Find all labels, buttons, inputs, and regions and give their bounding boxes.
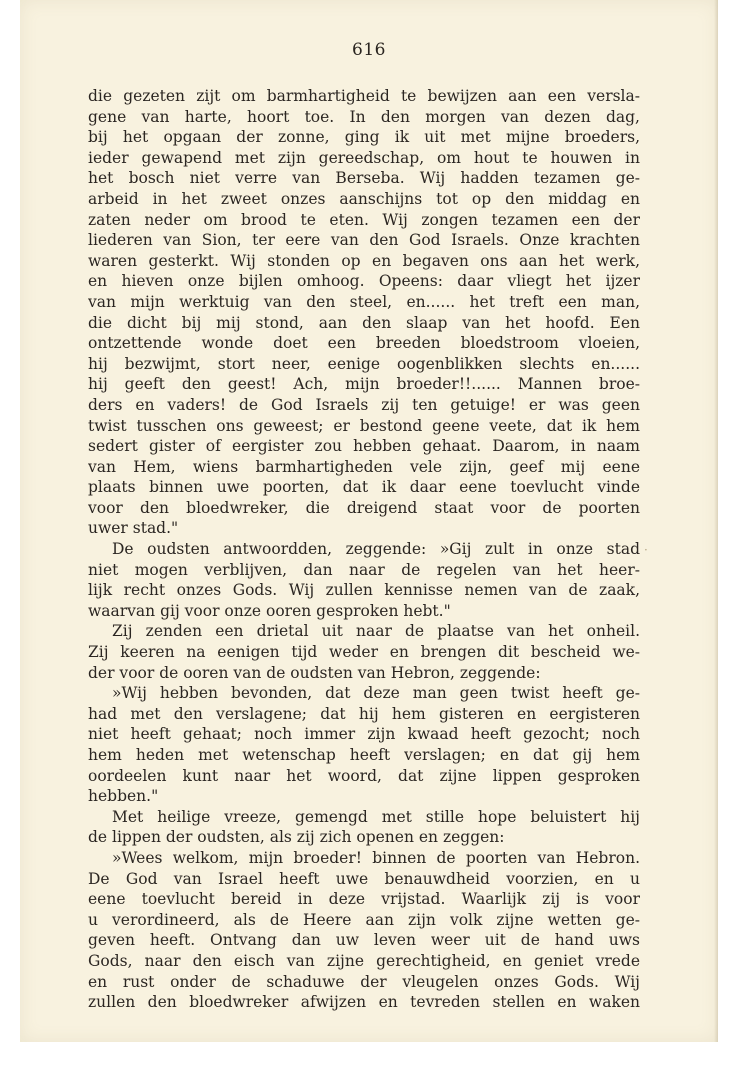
text-line: ieder gewapend met zijn gereedschap, om hout te houwen in (88, 148, 640, 167)
text-line: het bosch niet verre van Berseba. Wij hadden tezamen ge- (88, 169, 640, 188)
text-line: eene toevlucht bereid in deze vrijstad. Waarlijk zij is voor (88, 890, 640, 909)
text-line: u verordineerd, als de Heere aan zijn volk zijne wetten ge- (88, 910, 640, 929)
margin-speck: · (644, 543, 648, 557)
text-line: oordeelen kunt naar het woord, dat zijne lippen gesproken (88, 766, 640, 785)
text-line: die gezeten zijt om barmhartigheid te bewijzen aan een versla- (88, 87, 640, 105)
text-line: bij het opgaan der zonne, ging ik uit met mijne broeders, (88, 128, 640, 147)
text-line: en hieven onze bijlen omhoog. Opeens: daar vliegt het ijzer (88, 272, 640, 291)
text-line: van mijn werktuig van den steel, en...... het treft een man, (88, 292, 640, 311)
paragraph-start-line: De oudsten antwoordden, zeggende: »Gij zult in onze stad (112, 540, 640, 559)
body-text (88, 86, 640, 1013)
text-line: ders en vaders! de God Israels zij ten getuige! er was geen (88, 395, 640, 414)
paragraph-end-line: uwer stad." (88, 519, 179, 538)
text-line: had met den verslagene; dat hij hem gisteren en eergisteren (88, 704, 640, 723)
text-line: geven heeft. Ontvang dan uw leven weer uit de hand uws (88, 931, 640, 950)
text-line: niet heeft gehaat; noch immer zijn kwaad heeft gezocht; noch (88, 725, 640, 744)
text-line: en rust onder de schaduwe der vleugelen onzes Gods. Wij (88, 972, 640, 991)
paragraph-start-line: Zij zenden een drietal uit naar de plaatse van het onheil. (112, 622, 640, 641)
text-line: die dicht bij mij stond, aan den slaap van het hoofd. Een (88, 313, 640, 332)
page-edge-shadow (714, 0, 718, 1042)
text-line: zaten neder om brood te eten. Wij zongen tezamen een der (88, 210, 640, 229)
text-line: plaats binnen uwe poorten, dat ik daar eene toevlucht vinde (88, 478, 640, 497)
text-line: liederen van Sion, ter eere van den God Israels. Onze krachten (88, 231, 640, 250)
text-line: hij bezwijmt, stort neer, eenige oogenblikken slechts en...... (88, 354, 640, 373)
text-line: twist tusschen ons geweest; er bestond geene veete, dat ik hem (88, 416, 640, 435)
paragraph-start-line: Met heilige vreeze, gemengd met stille hope beluistert hij (112, 807, 640, 826)
text-line: hij geeft den geest! Ach, mijn broeder!!...... Mannen broe- (88, 375, 640, 394)
text-line: voor den bloedwreker, die dreigend staat voor de poorten (88, 498, 640, 517)
paragraph-end-line: der voor de ooren van de oudsten van Hebron, zeggende: (88, 663, 541, 682)
text-line: ontzettende wonde doet een breeden bloedstroom vloeien, (88, 334, 640, 353)
text-line: Zij keeren na eenigen tijd weder en brengen dit bescheid we- (88, 643, 640, 662)
paragraph-end-line: de lippen der oudsten, als zij zich openen en zeggen: (88, 828, 505, 847)
paragraph-end-line: waarvan gij voor onze ooren gesproken hebt." (88, 601, 451, 620)
text-line: gene van harte, hoort toe. In den morgen van dezen dag, (88, 107, 640, 126)
text-line: De God van Israel heeft uwe benauwdheid voorzien, en u (88, 869, 640, 888)
paragraph-end-line: hebben." (88, 787, 159, 806)
page-number: 616 (352, 40, 386, 60)
text-line: sedert gister of eergister zou hebben gehaat. Daarom, in naam (88, 437, 640, 456)
paragraph-start-line: »Wij hebben bevonden, dat deze man geen twist heeft ge- (112, 684, 640, 703)
text-line: arbeid in het zweet onzes aanschijns tot op den middag en (88, 189, 640, 208)
text-line: niet mogen verblijven, dan naar de regelen van het heer- (88, 560, 640, 579)
text-line: hem heden met wetenschap heeft verslagen; en dat gij hem (88, 746, 640, 764)
text-line: zullen den bloedwreker afwijzen en tevreden stellen en waken (88, 993, 640, 1012)
text-line: waren gesterkt. Wij stonden op en begaven ons aan het werk, (88, 251, 640, 270)
text-line: Gods, naar den eisch van zijne gerechtigheid, en geniet vrede (88, 951, 640, 970)
text-line: lijk recht onzes Gods. Wij zullen kennisse nemen van de zaak, (88, 581, 640, 600)
text-line: van Hem, wiens barmhartigheden vele zijn, geef mij eene (88, 457, 640, 476)
paragraph-start-line: »Wees welkom, mijn broeder! binnen de poorten van Hebron. (112, 848, 640, 867)
